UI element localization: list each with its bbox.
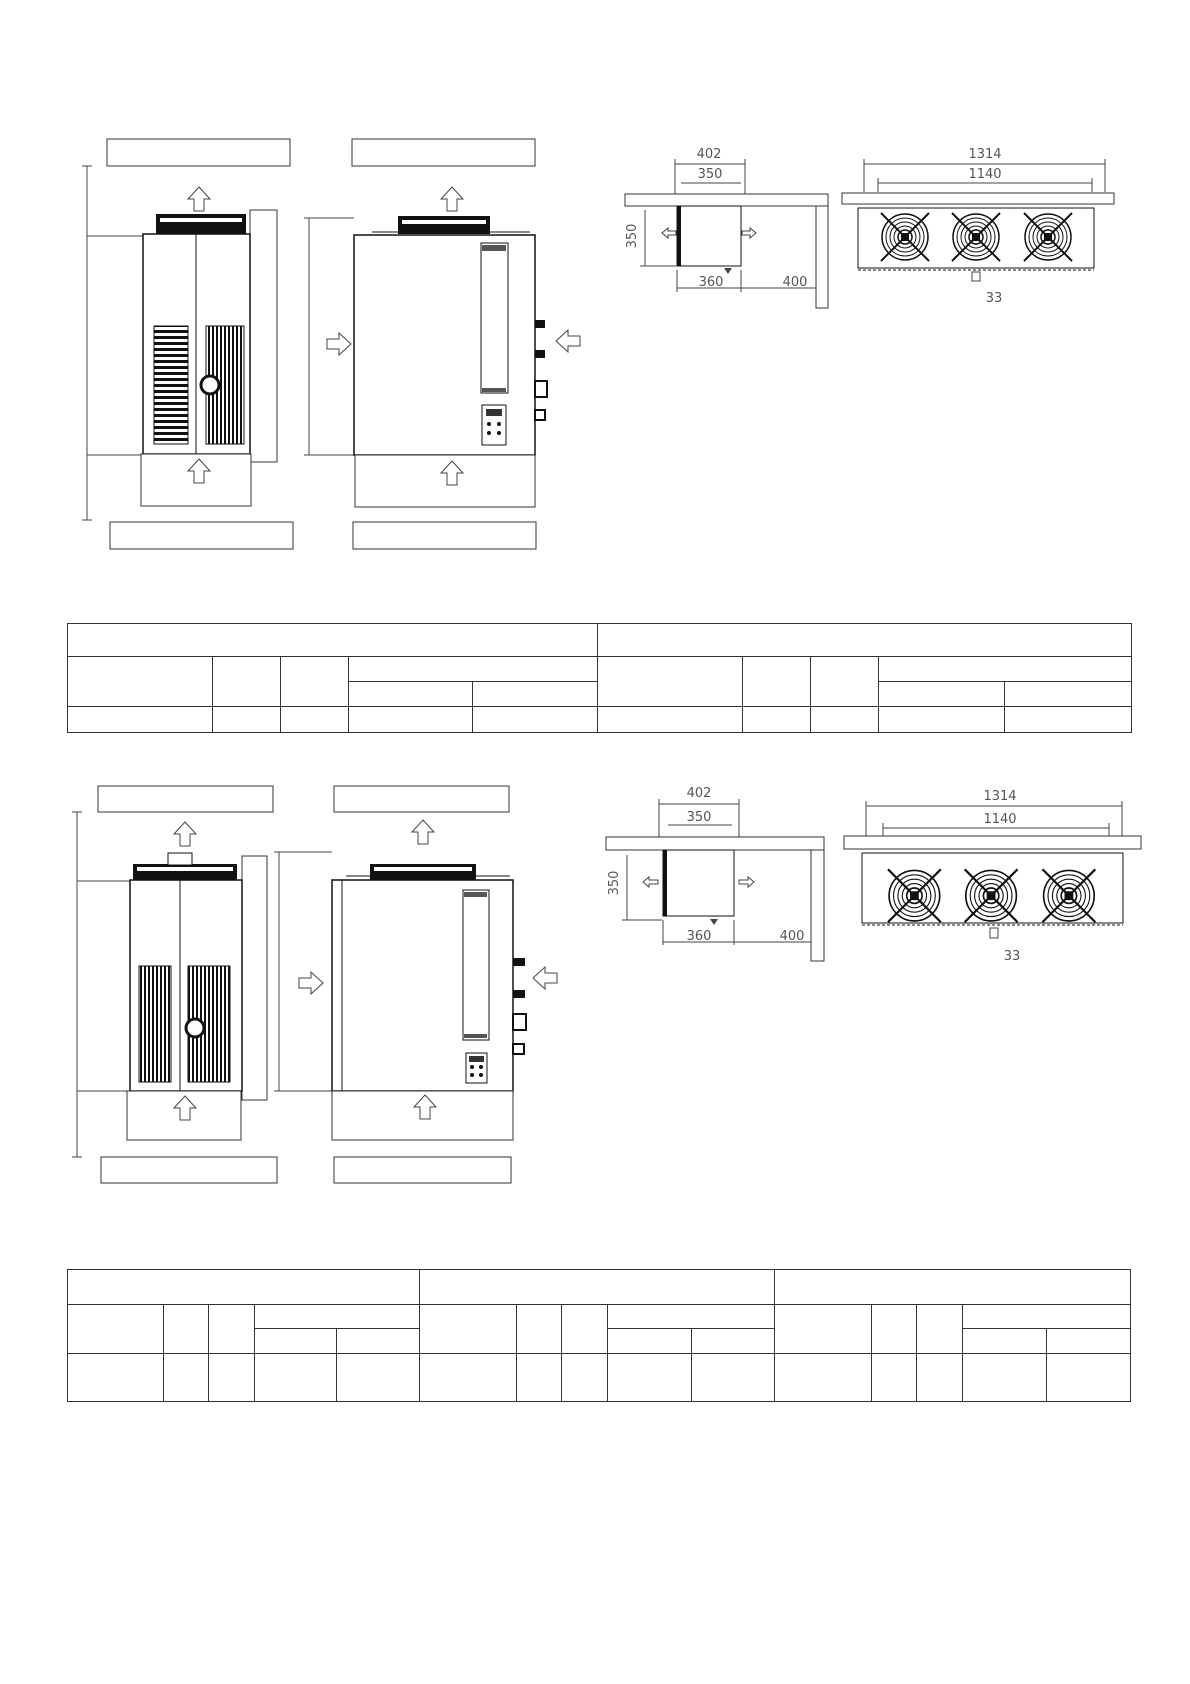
table-cell bbox=[691, 1354, 774, 1402]
table-header-cell bbox=[598, 624, 1132, 657]
table-cell bbox=[598, 706, 743, 732]
evaporator-width-outer: 402 bbox=[696, 147, 722, 162]
table-cell bbox=[1046, 1354, 1130, 1402]
table-header-cell bbox=[420, 1305, 517, 1354]
evaporator-height-large: 350 bbox=[607, 870, 622, 896]
table-cell bbox=[213, 706, 281, 732]
table-header-cell bbox=[209, 1305, 255, 1354]
evaporator-width-outer-large: 402 bbox=[686, 786, 712, 801]
table-header-cell bbox=[349, 681, 473, 706]
table-header-cell bbox=[811, 657, 879, 706]
table-header-cell bbox=[774, 1305, 871, 1354]
table-cell bbox=[871, 1354, 916, 1402]
evaporator-offset: 400 bbox=[782, 275, 808, 290]
evaporator-depth-large: 360 bbox=[686, 929, 712, 944]
table-header-cell bbox=[517, 1305, 562, 1354]
table-cell bbox=[879, 706, 1005, 732]
table-header-cell bbox=[255, 1329, 337, 1354]
table-header-cell bbox=[871, 1305, 916, 1354]
table-header-cell bbox=[774, 1270, 1130, 1305]
table-row bbox=[68, 1354, 1131, 1402]
table-header-cell bbox=[255, 1305, 420, 1329]
table-cell bbox=[811, 706, 879, 732]
condensing-unit-side-view bbox=[82, 139, 293, 549]
table-cell bbox=[209, 1354, 255, 1402]
table-header-cell bbox=[608, 1329, 691, 1354]
evaporator-width-inner: 350 bbox=[697, 167, 723, 182]
evaporator-side-view bbox=[625, 147, 828, 308]
table-cell bbox=[962, 1354, 1046, 1402]
evaporator-width-inner-large: 350 bbox=[686, 810, 712, 825]
condensing-unit-front-view-large bbox=[274, 786, 557, 1183]
table-cell bbox=[281, 706, 349, 732]
table-cell bbox=[517, 1354, 562, 1402]
fan-icon bbox=[888, 869, 941, 922]
condensing-unit-side-view-large bbox=[72, 786, 277, 1183]
table-header-cell bbox=[337, 1329, 420, 1354]
table-header-cell bbox=[598, 657, 743, 706]
table-header-cell bbox=[68, 1270, 420, 1305]
table-header-cell bbox=[164, 1305, 209, 1354]
table-cell bbox=[473, 706, 598, 732]
evaporator-side-view-large bbox=[606, 786, 824, 961]
evaporator-length-inner-large: 1140 bbox=[983, 812, 1017, 827]
table-header-cell bbox=[691, 1329, 774, 1354]
specification-table-top bbox=[67, 623, 1132, 733]
table-header-cell bbox=[608, 1305, 774, 1329]
table-cell bbox=[743, 706, 811, 732]
table-header-cell bbox=[916, 1305, 962, 1354]
table-header-cell bbox=[1005, 681, 1132, 706]
table-header-cell bbox=[213, 657, 281, 706]
evaporator-offset-large: 400 bbox=[779, 929, 805, 944]
table-header-cell bbox=[879, 657, 1132, 681]
drain-dimension-large: 33 bbox=[1003, 949, 1021, 964]
table-cell bbox=[164, 1354, 209, 1402]
evaporator-length-inner: 1140 bbox=[968, 167, 1002, 182]
fan-icon bbox=[965, 869, 1018, 922]
specification-table-bottom bbox=[67, 1269, 1131, 1402]
table-header-cell bbox=[68, 657, 213, 706]
fan-icon bbox=[952, 213, 1000, 261]
table-header-cell bbox=[68, 624, 598, 657]
evaporator-length-outer-large: 1314 bbox=[983, 789, 1017, 804]
table-header-cell bbox=[349, 657, 598, 681]
table-header-cell bbox=[281, 657, 349, 706]
fan-icon bbox=[1043, 869, 1096, 922]
control-panel-icon bbox=[466, 1053, 487, 1083]
table-cell bbox=[337, 1354, 420, 1402]
table-cell bbox=[1005, 706, 1132, 732]
evaporator-height: 350 bbox=[625, 223, 640, 249]
fan-icon bbox=[1024, 213, 1072, 261]
table-header-cell bbox=[562, 1305, 608, 1354]
drain-dimension: 33 bbox=[985, 291, 1003, 306]
table-header-cell bbox=[68, 1305, 164, 1354]
control-panel-icon bbox=[482, 405, 506, 445]
table-header-cell bbox=[420, 1270, 774, 1305]
evaporator-length-outer: 1314 bbox=[968, 147, 1002, 162]
table-cell bbox=[68, 706, 213, 732]
fan-icon bbox=[881, 213, 929, 261]
table-header-cell bbox=[473, 681, 598, 706]
table-header-cell bbox=[962, 1329, 1046, 1354]
table-cell bbox=[562, 1354, 608, 1402]
table-cell bbox=[608, 1354, 691, 1402]
table-row bbox=[68, 706, 1132, 732]
table-cell bbox=[420, 1354, 517, 1402]
table-header-cell bbox=[743, 657, 811, 706]
evaporator-front-view bbox=[842, 147, 1114, 306]
table-header-cell bbox=[1046, 1329, 1130, 1354]
condensing-unit-front-view bbox=[304, 139, 580, 549]
table-header-cell bbox=[879, 681, 1005, 706]
table-cell bbox=[255, 1354, 337, 1402]
table-header-cell bbox=[962, 1305, 1130, 1329]
table-cell bbox=[916, 1354, 962, 1402]
table-cell bbox=[349, 706, 473, 732]
evaporator-depth: 360 bbox=[698, 275, 724, 290]
evaporator-front-view-large bbox=[844, 789, 1141, 964]
table-cell bbox=[774, 1354, 871, 1402]
table-cell bbox=[68, 1354, 164, 1402]
